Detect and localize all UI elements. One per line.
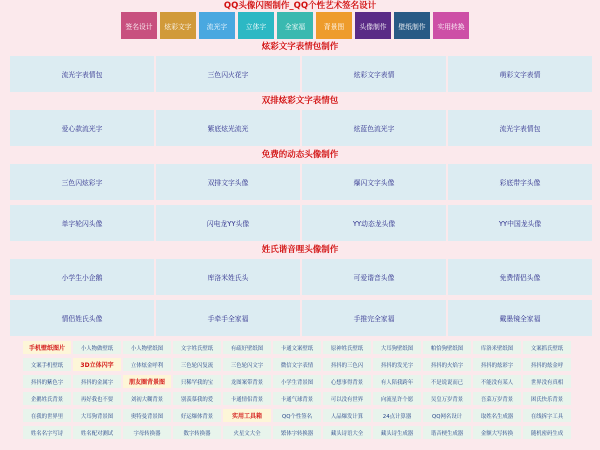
card[interactable]: 爱心款流光字 [10,110,154,146]
nav-background[interactable]: 背景图 [316,12,352,39]
card[interactable]: 可爱谐音头像 [302,259,446,295]
link-item[interactable]: 可以没有世界 [323,392,371,405]
link-category[interactable]: 手机壁纸图片 [23,341,71,354]
link-item[interactable]: 只稀罕我的宝 [173,375,221,388]
nav-flowing-text[interactable]: 流光字 [199,12,235,39]
card[interactable]: 流光字表情包 [448,110,592,146]
link-item[interactable]: QQ个性签名 [273,409,321,422]
link-category[interactable]: 3D立体闪字 [73,358,121,371]
link-item[interactable]: 帕恰狗壁纸图 [423,341,471,354]
link-item[interactable]: 困氏快乐背景 [523,392,571,405]
link-item[interactable]: 奥特曼背景图 [123,409,171,422]
card[interactable]: 双排文字头像 [156,164,300,200]
card[interactable]: 单字轮闪头像 [10,205,154,241]
link-item[interactable]: 世界没有真相 [523,375,571,388]
link-item[interactable]: 文案手机壁纸 [23,358,71,371]
link-item[interactable]: 藏头诗生成器 [373,426,421,439]
link-item[interactable]: 刘初大糊背景 [123,392,171,405]
card[interactable]: 闪电龙YY头像 [156,205,300,241]
link-item[interactable]: 姓名配对测试 [73,426,121,439]
link-item[interactable]: 火星文大全 [223,426,271,439]
nav-family-photo[interactable]: 全家福 [277,12,313,39]
page-title: QQ头像闪图制作_QQ个性艺术签名设计 [223,1,377,11]
link-item[interactable]: 抖抖的紫色字 [23,375,71,388]
link-item[interactable]: 卡通文案壁纸 [273,341,321,354]
card[interactable]: 爆闪文字头像 [302,164,446,200]
link-item[interactable]: 人品爆发计算 [323,409,371,422]
link-item[interactable]: 三色轮闪文字 [223,358,271,371]
link-item[interactable]: 抖抖的火焰字 [423,358,471,371]
card[interactable]: 紫底炫光流光 [156,110,300,146]
link-item[interactable]: 心想事得背景 [323,375,371,388]
link-item[interactable]: 吾菜万岁背景 [473,392,521,405]
link-item[interactable]: 企鹅姓氏背景 [23,392,71,405]
card[interactable]: 小学生小企鹅 [10,259,154,295]
link-item[interactable]: 抖抖的金属字 [73,375,121,388]
link-item[interactable]: 姓名名字写诗 [23,426,71,439]
nav-tool-convert[interactable]: 实用转换 [433,12,469,39]
link-item[interactable]: 再好我也不要 [73,392,121,405]
nav-bar [121,12,472,39]
nav-wallpaper-maker[interactable]: 壁纸制作 [394,12,430,39]
card[interactable]: 情侣姓氏头像 [10,300,154,336]
link-item[interactable]: QQ网名设计 [423,409,471,422]
link-item[interactable]: 有疏好壁纸图 [223,341,271,354]
card[interactable]: 炫彩文字表情 [302,56,446,92]
card[interactable]: 萌彩文字表情 [448,56,592,92]
card[interactable]: 免费情侣头像 [448,259,592,295]
section-title: 炫彩文字表情包制作 [261,42,339,52]
link-item[interactable]: 不是说说而已 [423,375,471,388]
link-item[interactable]: 藏头诗语大全 [323,426,371,439]
link-item[interactable]: 抖抖的炫彩字 [473,358,521,371]
card[interactable]: 戴墨镜全家福 [448,300,592,336]
link-item[interactable]: 立体炫金呼利 [123,358,171,371]
section-title: 免费的动态头像制作 [261,150,339,160]
link-item[interactable]: 别羡慕我的爱 [173,392,221,405]
link-item[interactable]: 字母转换器 [123,426,171,439]
link-item[interactable]: 金额大写转换 [473,426,521,439]
nav-avatar-maker[interactable]: 头像制作 [355,12,391,39]
link-item[interactable]: 谐音梗生成器 [423,426,471,439]
link-item[interactable]: 不能没有某人 [473,375,521,388]
link-item[interactable]: 抖抖的发光字 [373,358,421,371]
link-item[interactable]: 文字姓氏壁纸 [173,341,221,354]
card[interactable]: YY中国龙头像 [448,205,592,241]
section-title: 双排炫彩文字表情包 [261,96,339,106]
link-item[interactable]: 原神姓氏壁纸 [323,341,371,354]
link-item[interactable]: 吴皇万岁背景 [423,392,471,405]
link-category[interactable]: 实用工具箱 [223,409,271,422]
link-item[interactable]: 向流星许个愿 [373,392,421,405]
link-item[interactable]: 小学生背景图 [273,375,321,388]
link-item[interactable]: 好运爆体背景 [173,409,221,422]
nav-3d-text[interactable]: 立体字 [238,12,274,39]
link-item[interactable]: 小人物做壁纸 [73,341,121,354]
link-item[interactable]: 有人陪我跨年 [373,375,421,388]
nav-signature-design[interactable]: 签名设计 [121,12,157,39]
link-item[interactable]: 繁体字转换器 [273,426,321,439]
link-item[interactable]: 在我的世界里 [23,409,71,422]
card[interactable]: 流光字表情包 [10,56,154,92]
card[interactable]: 彩底带字头像 [448,164,592,200]
link-item[interactable]: 卡通气球背景 [273,392,321,405]
card[interactable]: 三色闪炫彩字 [10,164,154,200]
link-item[interactable]: 抖抖的三色闪 [323,358,371,371]
link-item[interactable]: 三色轮闪复流 [173,358,221,371]
card[interactable]: 手推完全家福 [302,300,446,336]
link-item[interactable]: 取姓名生成器 [473,409,521,422]
card[interactable]: YY动态龙头像 [302,205,446,241]
card[interactable]: 炫蓝色流光字 [302,110,446,146]
card[interactable]: 库洛米姓氏头 [156,259,300,295]
card[interactable]: 手牵手全家福 [156,300,300,336]
link-item[interactable]: 大耳狗壁纸图 [373,341,421,354]
link-item[interactable]: 24点计算器 [373,409,421,422]
link-item[interactable]: 库洛米壁纸图 [473,341,521,354]
link-item[interactable]: 大耳狗背景图 [73,409,121,422]
nav-colorful-text[interactable]: 炫彩文字 [160,12,196,39]
link-item[interactable]: 文案抓氏壁纸 [523,341,571,354]
link-item[interactable]: 龙图案带背景 [223,375,271,388]
section-title: 姓氏谐音哩头像制作 [261,245,339,255]
link-item[interactable]: 小人物壁纸图 [123,341,171,354]
link-item[interactable]: 数字转换器 [173,426,221,439]
link-item[interactable]: 随机密码生成 [523,426,571,439]
link-item[interactable]: 卡通情侣背景 [223,392,271,405]
link-item[interactable]: 微信文字表情 [273,358,321,371]
link-category[interactable]: 朋友圈背景图 [123,375,171,388]
card[interactable]: 三色闪火花字 [156,56,300,92]
link-item[interactable]: 抖抖的炫金呼 [523,358,571,371]
link-item[interactable]: 在线拆字工具 [523,409,571,422]
